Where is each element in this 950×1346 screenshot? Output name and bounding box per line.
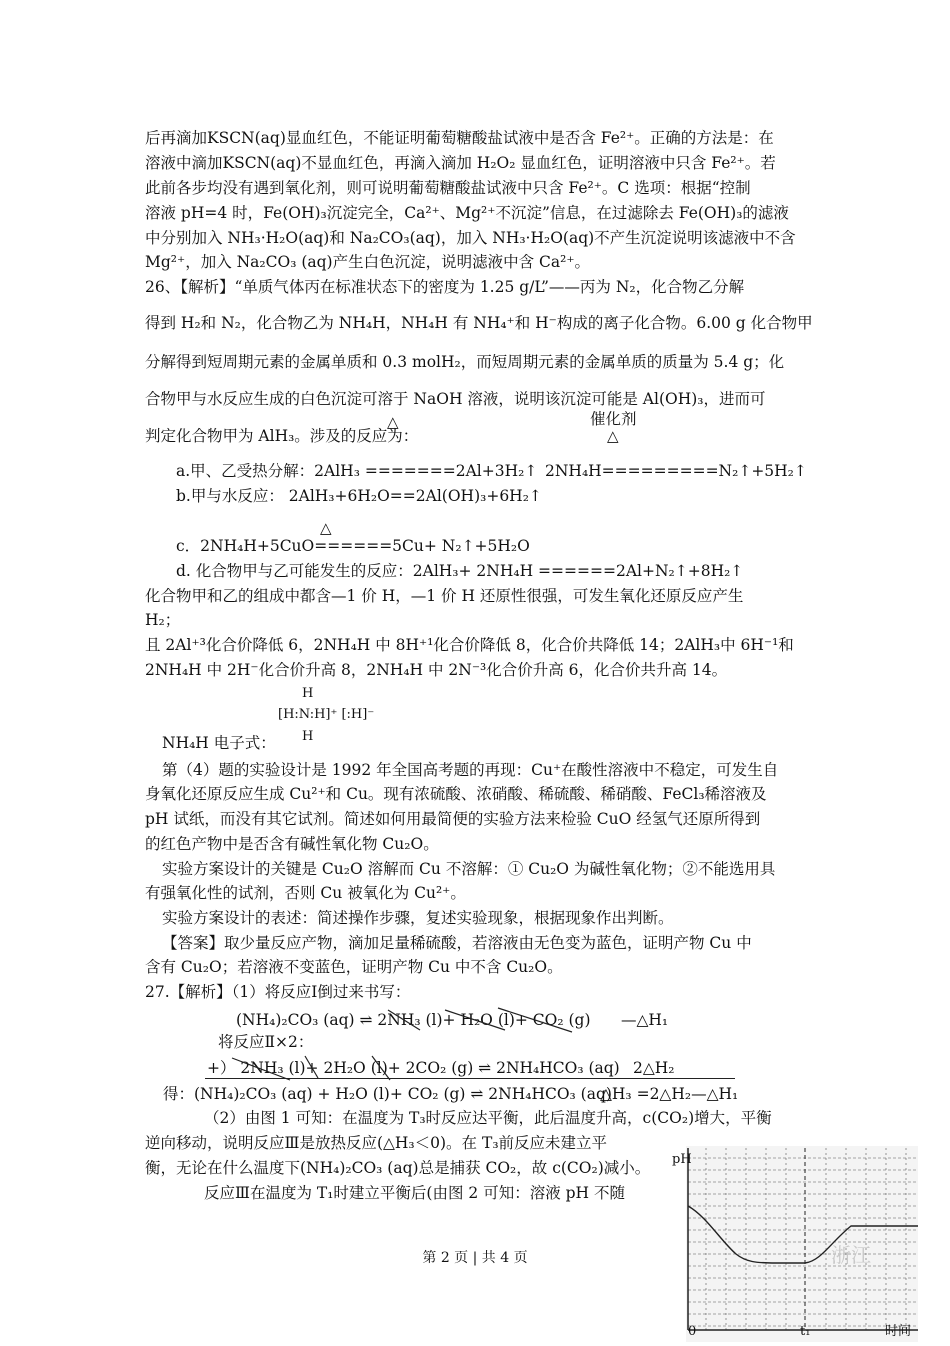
q27-mult: 将反应Ⅱ×2： — [218, 1033, 314, 1051]
q4-answer: 【答案】取少量反应产物，滴加足量稀硫酸，若溶液由无色变为蓝色，证明产物 Cu 中 — [162, 934, 752, 952]
para1-line: 中分别加入 NH₃·H₂O(aq)和 Na₂CO₃(aq)，加入 NH₃·H₂O(aq)不产生沉淀说明该滤液中不含 — [145, 229, 796, 247]
para-h-line: H₂； — [145, 611, 181, 629]
para-h-line: 2NH₄H 中 2H⁻化合价升高 8，2NH₄H 中 2N⁻³化合价升高 6，化合价共升高 14。 — [145, 661, 728, 679]
q4-line: 身氧化还原反应生成 Cu²⁺和 Cu。现有浓硫酸、浓硝酸、稀硫酸、稀硝酸、FeCl₃稀溶液及 — [145, 785, 767, 803]
q4-answer: 含有 Cu₂O；若溶液不变蓝色，证明产物 Cu 中不含 Cu₂O。 — [145, 958, 563, 976]
catalyst-label: 催化剂 — [590, 410, 637, 428]
q27-eq1-dh: —△H₁ — [621, 1011, 669, 1029]
electron-formula-top: H — [302, 686, 314, 701]
electron-formula-label: NH₄H 电子式： — [162, 734, 276, 752]
page-footer: 第 2 页 | 共 4 页 — [422, 1250, 528, 1266]
ph-time-figure — [686, 1146, 918, 1342]
q27-eq2: +） 2NH₃ (l)+ 2H₂O (l)+ 2CO₂ (g) ⇌ 2NH₄HCO₃ (aq) — [207, 1059, 620, 1077]
q4-line: 实验方案设计的关键是 Cu₂O 溶解而 Cu 不溶解：① Cu₂O 为碱性氧化物；②不能选用具 — [162, 860, 776, 878]
electron-formula: [H:N:H]⁺ [:H]⁻ — [278, 707, 375, 722]
q4-line: 第（4）题的实验设计是 1992 年全国高考题的再现：Cu⁺在酸性溶液中不稳定，可发生自 — [162, 761, 779, 779]
origin-label: 0 — [688, 1324, 697, 1339]
q27-eq3: 得：(NH₄)₂CO₃ (aq) + H₂O (l)+ CO₂ (g) ⇌ 2NH₄HCO₃ (aq) — [163, 1085, 612, 1103]
q27-p2: 衡，无论在什么温度下(NH₄)₂CO₃ (aq)总是捕获 CO₂，故 c(CO₂)减小。 — [145, 1159, 651, 1177]
y-axis-label: pH — [672, 1152, 692, 1167]
q4-line: pH 试纸，而没有其它试剂。简述如何用最简便的实验方法来检验 CuO 经氢气还原所得到 — [145, 810, 761, 828]
q27-head: 27.【解析】（1）将反应Ⅰ倒过来书写： — [145, 983, 411, 1001]
q4-line: 的红色产物中是否含有碱性氧化物 Cu₂O。 — [145, 835, 439, 853]
heat-symbol: △ — [387, 413, 399, 431]
q27-p2: （2）由图 1 可知：在温度为 T₃时反应达平衡，此后温度升高，c(CO₂)增大，平衡 — [204, 1109, 772, 1127]
q26-line: 分解得到短周期元素的金属单质和 0.3 molH₂，而短周期元素的金属单质的质量为 5.4 g；化 — [145, 353, 785, 371]
reaction-c: c．2NH₄H+5CuO======5Cu+ N₂↑+5H₂O — [176, 537, 530, 555]
reaction-d: d. 化合物甲与乙可能发生的反应：2AlH₃+ 2NH₄H ======2Al+N₂↑+8H₂↑ — [176, 562, 744, 580]
reaction-a2: 2NH₄H=========N₂↑+5H₂↑ — [545, 462, 807, 480]
figure-watermark: 浙江 — [831, 1245, 871, 1267]
para1-line: 溶液 pH=4 时，Fe(OH)₃沉淀完全，Ca²⁺、Mg²⁺不沉淀”信息，在过滤除去 Fe(OH)₃的滤液 — [145, 204, 789, 222]
para1-line: Mg²⁺，加入 Na₂CO₃ (aq)产生白色沉淀，说明滤液中含 Ca²⁺。 — [145, 253, 591, 271]
t1-label: t₁ — [800, 1324, 811, 1339]
q27-eq3-dh: △H₃ =2△H₂—△H₁ — [600, 1085, 739, 1103]
q26-line: 合物甲与水反应生成的白色沉淀可溶于 NaOH 溶液，说明该沉淀可能是 Al(OH)₃，进而可 — [145, 390, 766, 408]
para1-line: 此前各步均没有遇到氧化剂，则可说明葡萄糖酸盐试液中只含 Fe²⁺。C 选项：根据“控制 — [145, 179, 751, 197]
q27-p2: 逆向移动，说明反应Ⅲ是放热反应(△H₃＜0)。在 T₃前反应未建立平 — [145, 1134, 608, 1152]
q26-line: 26、【解析】“单质气体丙在标准状态下的密度为 1.25 g/L”——丙为 N₂，化合物乙分解 — [145, 278, 745, 296]
q27-p2: 反应Ⅲ在温度为 T₁时建立平衡后(由图 2 可知：溶液 pH 不随 — [204, 1184, 625, 1202]
reaction-a: a.甲、乙受热分解：2AlH₃ =======2Al+3H₂↑ — [176, 462, 538, 480]
para-h-line: 化合物甲和乙的组成中都含—1 价 H，—1 价 H 还原性很强，可发生氧化还原反应产生 — [145, 587, 744, 605]
electron-formula-bottom: H — [302, 729, 314, 744]
q27-eq1: (NH₄)₂CO₃ (aq) ⇌ 2NH₃ (l)+ H₂O (l)+ CO₂ (g) — [236, 1011, 591, 1029]
x-axis-label: 时间 — [885, 1324, 912, 1339]
heat-symbol: △ — [320, 519, 332, 537]
q26-line: 判定化合物甲为 AlH₃。涉及的反应为： — [145, 427, 419, 445]
q26-line: 得到 H₂和 N₂，化合物乙为 NH₄H，NH₄H 有 NH₄⁺和 H⁻构成的离子化合物。6.00 g 化合物甲 — [145, 314, 813, 332]
ph-time-graph — [686, 1146, 918, 1342]
reaction-b: b.甲与水反应： 2AlH₃+6H₂O==2Al(OH)₃+6H₂↑ — [176, 487, 542, 505]
para1-line: 溶液中滴加KSCN(aq)不显血红色，再滴入滴加 H₂O₂ 显血红色，证明溶液中只含 Fe²⁺。若 — [145, 154, 776, 172]
q4-line: 实验方案设计的表述：简述操作步骤，复述实验现象，根据现象作出判断。 — [162, 909, 674, 927]
para1-line: 后再滴加KSCN(aq)显血红色，不能证明葡萄糖酸盐试液中是否含 Fe²⁺。正确的方法是：在 — [145, 129, 774, 147]
q27-eq2-dh: 2△H₂ — [633, 1059, 675, 1077]
heat-symbol: △ — [607, 427, 619, 445]
para-h-line: 且 2Al⁺³化合价降低 6，2NH₄H 中 8H⁺¹化合价降低 8，化合价共降低 14；2AlH₃中 6H⁻¹和 — [145, 636, 794, 654]
q4-line: 有强氧化性的试剂，否则 Cu 被氧化为 Cu²⁺。 — [145, 884, 466, 902]
